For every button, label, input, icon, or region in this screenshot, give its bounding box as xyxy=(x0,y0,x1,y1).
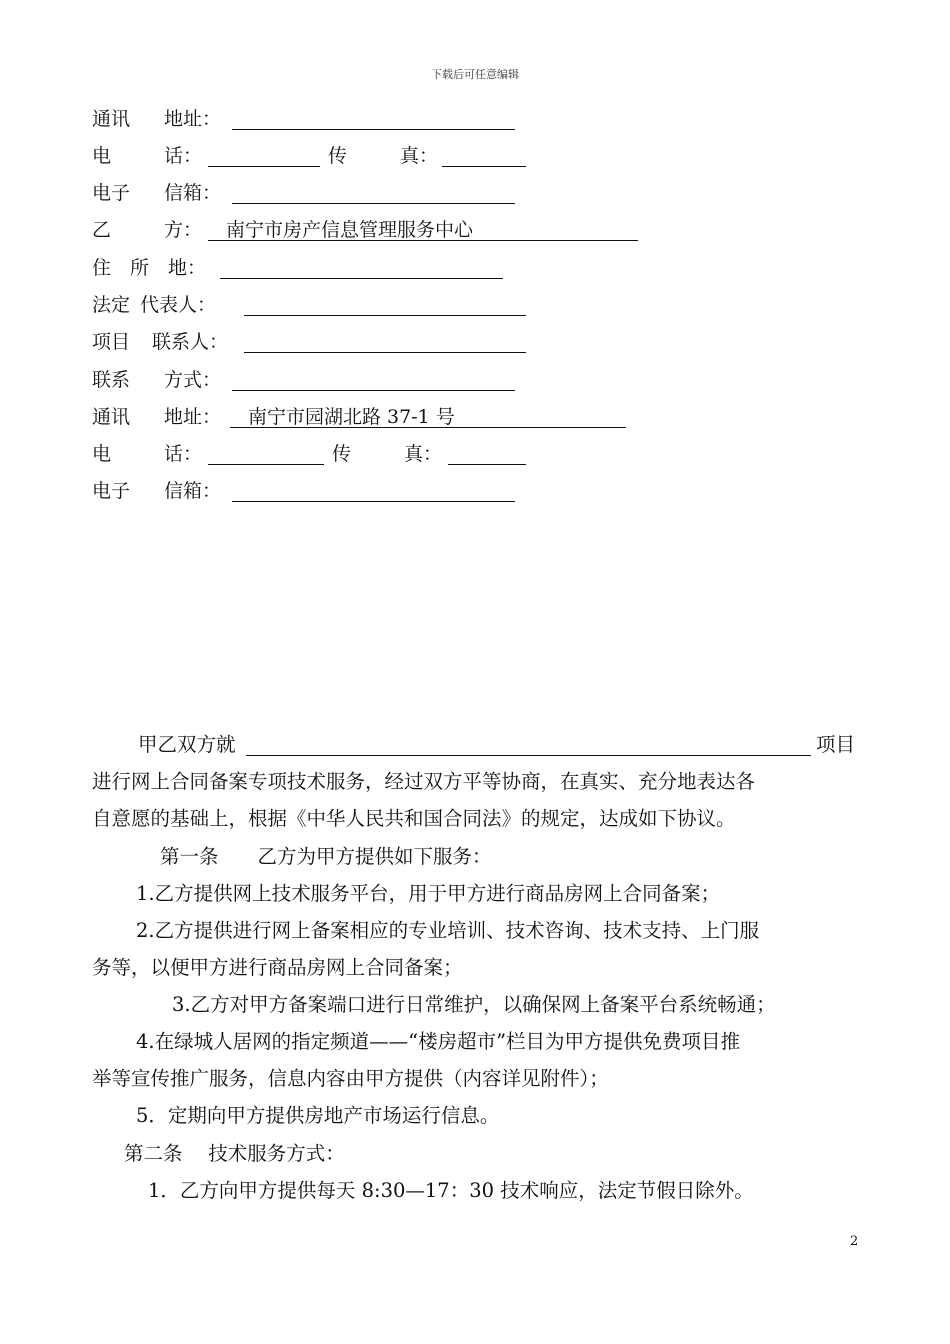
party-b-residence-label: 住 所 地： xyxy=(92,257,207,279)
party-a-email-blank[interactable] xyxy=(232,203,515,204)
party-b-fax-blank[interactable] xyxy=(448,464,526,465)
party-a-fax-label-2: 真： xyxy=(400,145,439,167)
article-1-item-2-line-1: 2.乙方提供进行网上备案相应的专业培训、技术咨询、技术支持、上门服 xyxy=(136,919,760,942)
article-1-item-4-line-1: 4.在绿城人居网的指定频道——“楼房超市”栏目为甲方提供免费项目推 xyxy=(136,1030,741,1053)
party-b-address-underline xyxy=(230,427,626,428)
party-b-legal-blank[interactable] xyxy=(244,315,526,316)
party-b-email-label-2: 信箱： xyxy=(164,480,222,502)
party-b-legal-label-2: 代表人： xyxy=(140,294,217,316)
party-a-phone-label-2: 话： xyxy=(164,145,203,167)
page-number: 2 xyxy=(850,1234,859,1249)
intro-line-2: 进行网上合同备案专项技术服务，经过双方平等协商，在真实、充分地表达各 xyxy=(92,770,756,793)
article-1-item-4-line-2: 举等宣传推广服务，信息内容由甲方提供（内容详见附件）； xyxy=(92,1067,609,1090)
article-1-item-5: 5．定期向甲方提供房地产市场运行信息。 xyxy=(136,1104,500,1127)
intro-start: 甲乙双方就 xyxy=(138,733,236,756)
party-b-phone-label-1: 电 xyxy=(92,443,112,465)
party-b-legal-label-1: 法定 xyxy=(92,294,131,316)
party-a-phone-label-1: 电 xyxy=(92,145,112,167)
party-a-address-label-1: 通讯 xyxy=(92,108,131,130)
article-1-item-3: 3.乙方对甲方备案端口进行日常维护，以确保网上备案平台系统畅通； xyxy=(172,993,776,1016)
article-1-item-1: 1.乙方提供网上技术服务平台，用于甲方进行商品房网上合同备案； xyxy=(136,882,721,905)
article-2-heading: 第二条 技术服务方式： xyxy=(124,1142,345,1165)
party-b-contact-blank[interactable] xyxy=(244,352,526,353)
party-b-address-value: 南宁市园湖北路 37-1 号 xyxy=(248,406,455,428)
party-b-method-blank[interactable] xyxy=(232,390,515,391)
party-b-residence-blank[interactable] xyxy=(220,278,503,279)
party-a-phone-blank[interactable] xyxy=(208,166,320,167)
party-b-fax-label-1: 传 xyxy=(332,443,352,465)
party-b-name-underline xyxy=(208,240,638,241)
page-header-note: 下载后可任意编辑 xyxy=(431,68,519,81)
party-b-fax-label-2: 真： xyxy=(404,443,443,465)
party-b-email-label-1: 电子 xyxy=(92,480,131,502)
party-b-phone-blank[interactable] xyxy=(208,464,324,465)
article-1-heading: 第一条 乙方为甲方提供如下服务： xyxy=(160,845,492,868)
party-b-method-label-1: 联系 xyxy=(92,369,131,391)
party-a-email-label-2: 信箱： xyxy=(164,182,222,204)
party-b-method-label-2: 方式： xyxy=(164,369,222,391)
project-name-blank[interactable] xyxy=(246,755,811,756)
party-b-phone-label-2: 话： xyxy=(164,443,203,465)
party-b-name-value: 南宁市房产信息管理服务中心 xyxy=(226,219,474,241)
intro-end: 项目 xyxy=(816,733,856,756)
intro-line-3: 自意愿的基础上，根据《中华人民共和国合同法》的规定，达成如下协议。 xyxy=(92,807,736,830)
article-1-item-2-line-2: 务等，以便甲方进行商品房网上合同备案； xyxy=(92,956,463,979)
party-a-fax-label-1: 传 xyxy=(328,145,348,167)
article-2-item-1: 1．乙方向甲方提供每天 8:30—17：30 技术响应，法定节假日除外。 xyxy=(148,1179,754,1202)
party-b-label-2: 方： xyxy=(164,219,203,241)
party-b-email-blank[interactable] xyxy=(232,501,515,502)
party-a-email-label-1: 电子 xyxy=(92,182,131,204)
party-a-fax-blank[interactable] xyxy=(442,166,526,167)
party-b-address-label-2: 地址： xyxy=(164,406,222,428)
party-b-contact-label-1: 项目 xyxy=(92,331,131,353)
party-b-label-1: 乙 xyxy=(92,219,112,241)
party-b-address-label-1: 通讯 xyxy=(92,406,131,428)
party-a-address-label-2: 地址： xyxy=(164,108,222,130)
party-b-contact-label-2: 联系人： xyxy=(152,331,229,353)
party-a-address-blank[interactable] xyxy=(232,129,515,130)
